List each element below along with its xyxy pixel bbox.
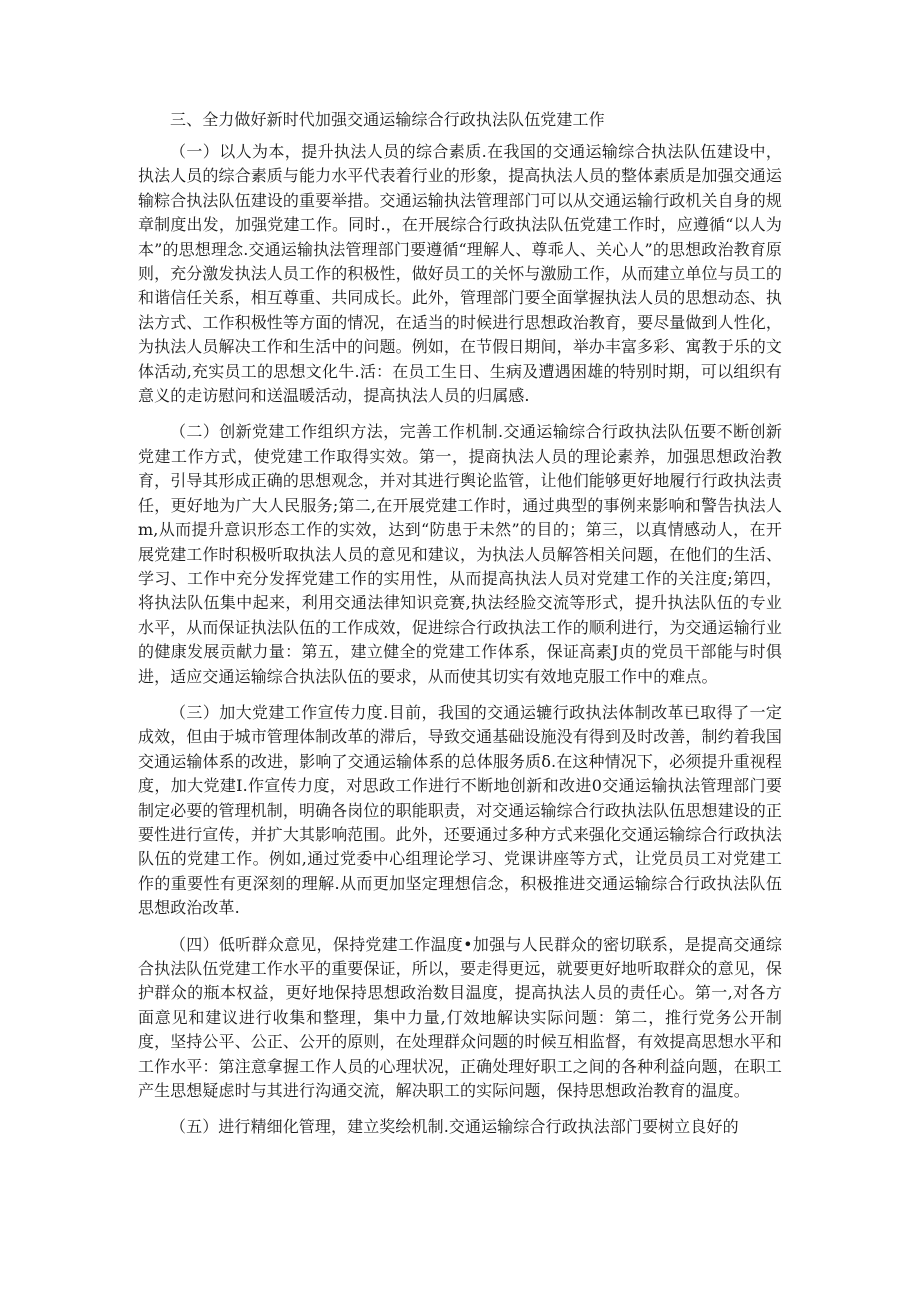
paragraph-2: （二）创新党建工作组织方法，完善工作机制.交通运输综合行政执法队伍要不断创新党建工作方式，使党建工作取得实效。第一，提商执法人员的理论素养，加强思想政治教育，引导其形成正确的思想观念，并对其进行舆论监管，让他们能够更好地履行行政执法责任，更好地为广大人民服务;第二,在开展党建工作时，通过典型的事例来影响和警告执法人m,从而提升意识形态工作的实效，达到“防患于未然”的目的；第三，以真情感动人，在开展党建工作时积极听取执法人员的意见和建议，为执法人员解答相关问题，在他们的生活、学习、工作中充分发挥党建工作的实用性，从而提高执法人员对党建工作的关注度;第四，将执法队伍集中起来，利用交通法律知识竞赛,执法经脸交流等形式，提升执法队伍的专业水平，从而保证执法队伍的工作成效，促进综合行政执法工作的顺利进行，为交通运输行业的健康发展贡献力量：第五，建立健全的党建工作体系，保证高素J贞的党员干部能与时俱进，适应交通运输综合执法队伍的要求，从而使其切实有效地克服工作中的难点。 (138, 422, 783, 686)
document-body (138, 108, 782, 1152)
paragraph-3: （三）加大党建工作宣传力度.目前，我国的交通运辘行政执法体制改革已取得了一定成效，但由于城市管理体制改革的滞后，导致交通基础设施没有得到及时改善，制约着我国交通运输体系的改进，影响了交通运输体系的总体服务质δ.在这种情况下，必须提升重视程度，加大党建I.作宣传力度，对思政工作进行不断地创新和改进0交通运输执法管理部门要制定必要的管理机制，明确各岗位的职能职责，对交通运输综合行政执法队伍思想建设的正要性进行宣传，并扩大其影响范围。此外，还要通过多种方式来强化交通运输综合行政执法队伍的党建工作。例如,通过党委中心组理论学习、党课讲座等方式，让党员员工对党建工作的重要性有更深刻的理解.从而更加坚定理想信念，积极推进交通运输综合行政执法队伍思想政治改革. (138, 702, 783, 918)
paragraph-1: （一）以人为本，提升执法人员的综合素质.在我国的交通运输综合执法队伍建设中，执法人员的综合素质与能力水平代表着行业的形象，提高执法人员的整体素质是加强交通运输粽合执法队伍建设的重要举措。交通运输执法管理部门可以从交通运输行政机关自身的规章制度出发，加强党建工作。同时.，在开展综合行政执法队伍党建工作时，应遵循“以人为本”的思想理念.交通运输执法管理部门要遵循“理解人、尊乖人、关心人”的思想政治教育原则，充分激发执法人员工作的积极性，做好员工的关怀与激励工作，从而建立单位与员工的和谐信任关系，相互尊重、共同成长。此外，管理部门要全面掌握执法人员的思想动态、执法方式、工作积极性等方面的情况，在适当的时候进行思想政治教育，要尽量做到人性化，为执法人员解决工作和生活中的问题。例如，在节假日期间，举办丰富多彩、寓教于乐的文体活动,充实员工的思想文化牛.活：在员工生日、生病及遭遇困雄的特别时期，可以组织有意义的走访慰问和送温暖活动，提高执法人员的归属感. (138, 142, 783, 406)
section-heading: 三、全力做好新时代加强交通运输综合行政执法队伍党建工作 (170, 110, 605, 129)
paragraph-5: （五）进行精细化管理，建立奖绘机制.交通运输综合行政执法部门要树立良好的 (170, 1117, 739, 1137)
paragraph-4: （四）低听群众意见，保持党建工作温度•加强与人民群众的密切联系，是提高交通综合执法队伍党建工作水平的重要保证，所以，要走得更远，就要更好地听取群众的意见，保护群众的瓶本权益，更好地保持思想政治数目温度，提高执法人员的责任心。第一,对各方面意见和建议进行收集和整理，集中力量,仃效地解诀实际问题：第二，推行党务公开制度，坚持公平、公正、公开的原则，在处理群众问题的时候互相监督，有效提高思想水平和工作水平：第注意拿握工作人员的心理状况，正确处理好职工之间的各种利益向题，在职工产生思想疑虑时与其进行沟通交流，解决职工的实际问题，保持思想政治教育的温度。 (138, 934, 783, 1101)
